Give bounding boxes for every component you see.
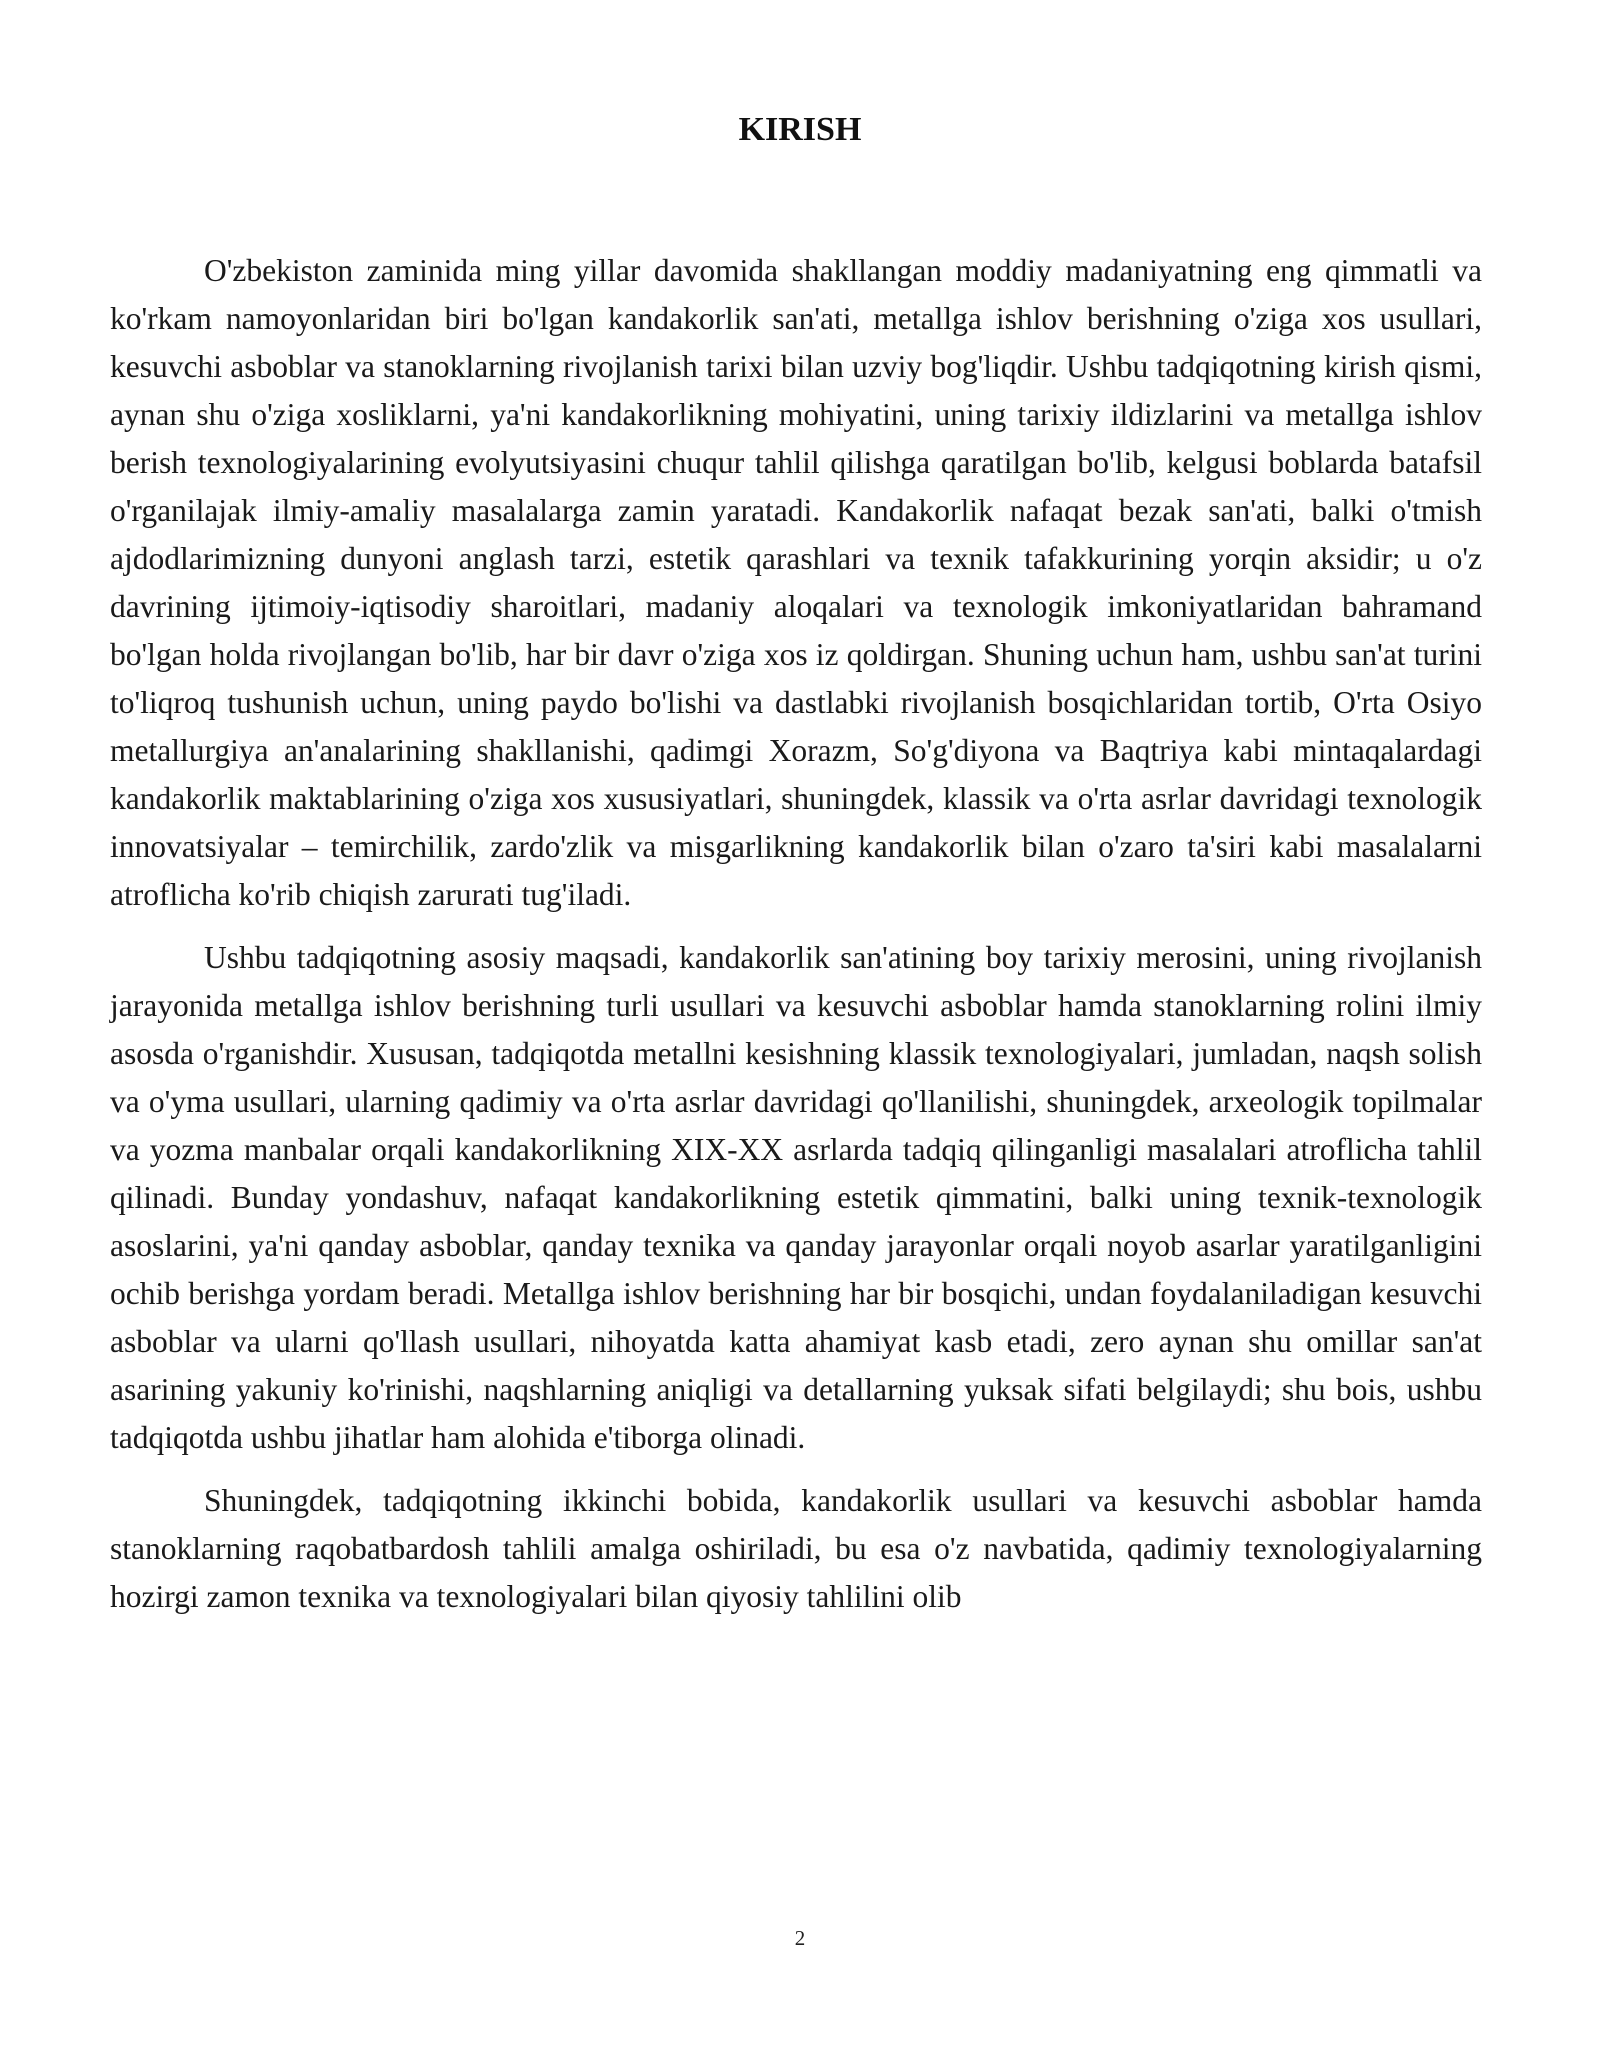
section-heading: KIRISH — [738, 111, 862, 148]
paragraph-1: O'zbekiston zaminida ming yillar davomida shakllangan moddiy madaniyatning eng qimmatli va ko'rkam namoyonlaridan biri bo'lgan kandakorlik san'ati, metallga ishlov berishning o'ziga xos usullari, kesuvchi asboblar va stanoklarning rivojlanish tarixi bilan uzviy bog'liqdir. Ushbu tadqiqotning kirish qismi, aynan shu o'ziga xosliklarni, ya'ni kandakorlikning mohiyatini, uning tarixiy ildizlarini va metallga ishlov berish texnologiyalarining evolyutsiyasini chuqur tahlil qilishga qaratilgan bo'lib, kelgusi boblarda batafsil o'rganilajak ilmiy-amaliy masalalarga zamin yaratadi. Kandakorlik nafaqat bezak san'ati, balki o'tmish ajdodlarimizning dunyoni anglash tarzi, estetik qarashlari va texnik tafakkurining yorqin aksidir; u o'z davrining ijtimoiy-iqtisodiy sharoitlari, madaniy aloqalari va texnologik imkoniyatlaridan bahramand bo'lgan holda rivojlangan bo'lib, har bir davr o'ziga xos iz qoldirgan. Shuning uchun ham, ushbu san'at turini to'liqroq tushunish uchun, uning paydo bo'lishi va dastlabki rivojlanish bosqichlaridan tortib, O'rta Osiyo metallurgiya an'analarining shakllanishi, qadimgi Xorazm, So'g'diyona va Baqtriya kabi mintaqalardagi kandakorlik maktablarining o'ziga xos xususiyatlari, shuningdek, klassik va o'rta asrlar davridagi texnologik innovatsiyalar – temirchilik, zardo'zlik va misgarlikning kandakorlik bilan o'zaro ta'siri kabi masalalarni atroflicha ko'rib chiqish zarurati tug'iladi. — [110, 253, 1482, 912]
page-number: 2 — [794, 1926, 806, 1950]
paragraph-2: Ushbu tadqiqotning asosiy maqsadi, kandakorlik san'atining boy tarixiy merosini, uning rivojlanish jarayonida metallga ishlov berishning turli usullari va kesuvchi asboblar hamda stanoklarning rolini ilmiy asosda o'rganishdir. Xususan, tadqiqotda metallni kesishning klassik texnologiyalari, jumladan, naqsh solish va o'yma usullari, ularning qadimiy va o'rta asrlar davridagi qo'llanilishi, shuningdek, arxeologik topilmalar va yozma manbalar orqali kandakorlikning XIX-XX asrlarda tadqiq qilinganligi masalalari atroflicha tahlil qilinadi. Bunday yondashuv, nafaqat kandakorlikning estetik qimmatini, balki uning texnik-texnologik asoslarini, ya'ni qanday asboblar, qanday texnika va qanday jarayonlar orqali noyob asarlar yaratilganligini ochib berishga yordam beradi. Metallga ishlov berishning har bir bosqichi, undan foydalaniladigan kesuvchi asboblar va ularni qo'llash usullari, nihoyatda katta ahamiyat kasb etadi, zero aynan shu omillar san'at asarining yakuniy ko'rinishi, naqshlarning aniqligi va detallarning yuksak sifati belgilaydi; shu bois, ushbu tadqiqotda ushbu jihatlar ham alohida e'tiborga olinadi. — [110, 940, 1482, 1455]
paragraph-3: Shuningdek, tadqiqotning ikkinchi bobida, kandakorlik usullari va kesuvchi asboblar hamda stanoklarning raqobatbardosh tahlili amalga oshiriladi, bu esa o'z navbatida, qadimiy texnologiyalarning hozirgi zamon texnika va texnologiyalari bilan qiyosiy tahlilini olib — [110, 1483, 1482, 1614]
body-text — [110, 247, 1482, 1636]
